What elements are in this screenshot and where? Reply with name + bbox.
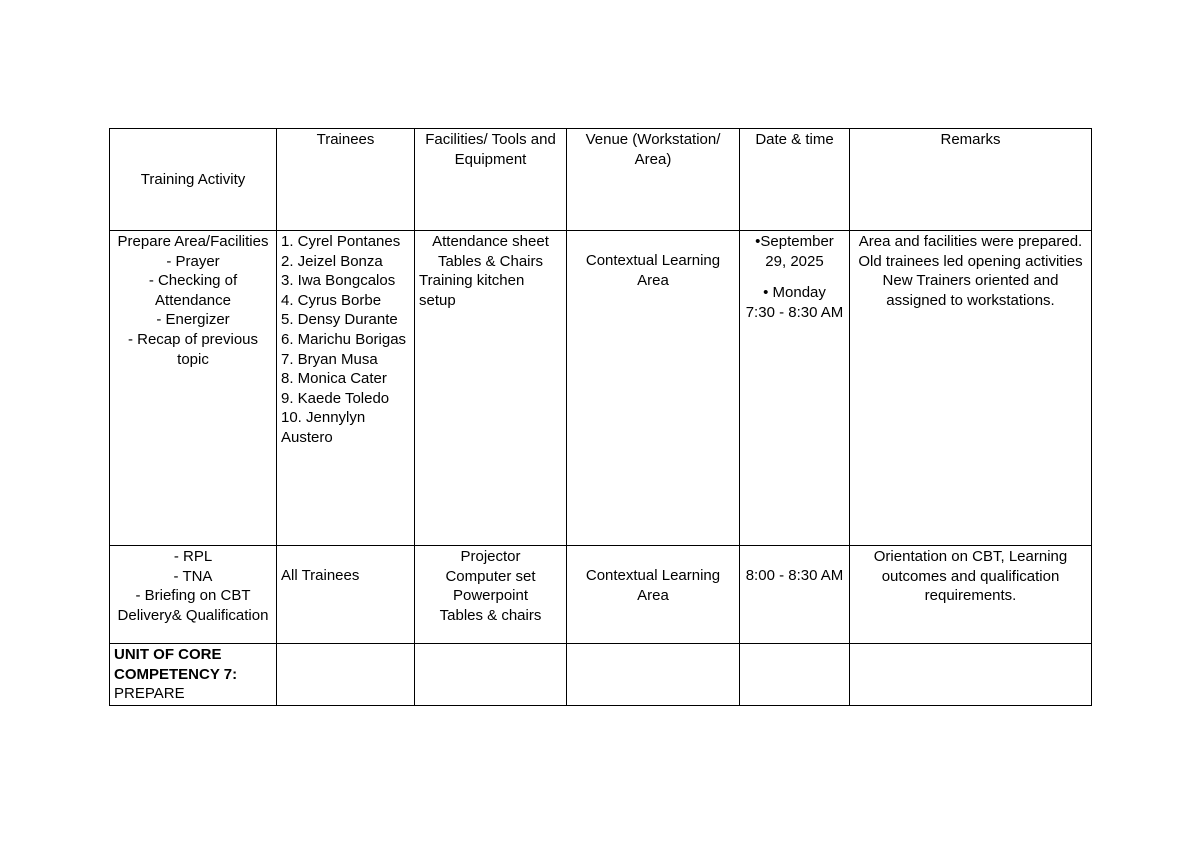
facility-item: Computer set xyxy=(445,567,536,585)
empty-cell xyxy=(850,644,1092,706)
activity-line: - Recap of previous topic xyxy=(127,330,259,368)
venue-cell xyxy=(567,231,740,546)
remarks-cell xyxy=(850,546,1092,644)
date-time-cell xyxy=(740,546,850,644)
activity-line: - Briefing on CBT Delivery& Qualification xyxy=(117,587,269,624)
header-trainees: Trainees xyxy=(277,129,415,231)
empty-cell xyxy=(567,644,740,706)
trainee-item: 4. Cyrus Borbe xyxy=(281,291,382,309)
table-row xyxy=(110,546,1092,644)
day-text: • Monday xyxy=(763,284,826,302)
header-training-activity: Training Activity xyxy=(110,129,277,231)
activity-line: - RPL xyxy=(173,548,213,565)
date-text: •September 29, 2025 xyxy=(755,233,834,270)
facilities-cell xyxy=(415,546,567,644)
trainee-item: 5. Densy Durante xyxy=(281,311,398,329)
table-row xyxy=(110,231,1092,546)
header-row xyxy=(110,129,1092,231)
facility-item: Powerpoint xyxy=(452,587,529,605)
header-date-time: Date & time xyxy=(740,129,850,231)
facility-item: Tables & chairs xyxy=(439,606,542,624)
venue-text: Contextual Learning Area xyxy=(585,252,721,289)
time-text: 7:30 - 8:30 AM xyxy=(745,303,844,321)
empty-cell xyxy=(740,644,850,706)
table-row xyxy=(110,644,1092,706)
remarks-cell xyxy=(850,231,1092,546)
activity-line: - TNA xyxy=(173,567,213,585)
remark-line: Area and facilities were prepared. xyxy=(858,233,1083,250)
unit-label: UNIT OF CORE COMPETENCY 7: xyxy=(114,646,238,683)
facility-item: Attendance sheet xyxy=(432,233,549,250)
venue-text: Contextual Learning Area xyxy=(585,567,721,604)
unit-title: PREPARE xyxy=(114,685,185,703)
trainee-item: 2. Jeizel Bonza xyxy=(281,252,383,270)
remark-text: Orientation on CBT, Learning outcomes and qualification requirements. xyxy=(873,548,1068,605)
facility-item: Tables & Chairs xyxy=(437,252,544,270)
trainee-item: 1. Cyrel Pontanes xyxy=(281,233,401,250)
activity-cell xyxy=(110,231,277,546)
header-facilities: Facilities/ Tools and Equipment xyxy=(415,129,567,231)
trainees-text: All Trainees xyxy=(281,567,360,584)
header-venue: Venue (Workstation/ Area) xyxy=(567,129,740,231)
facility-item: Training kitchen setup xyxy=(419,272,525,309)
date-time-cell xyxy=(740,231,850,546)
trainee-item: 6. Marichu Borigas xyxy=(281,330,407,348)
time-text: 8:00 - 8:30 AM xyxy=(745,567,844,584)
facilities-cell xyxy=(415,231,567,546)
trainee-item: 9. Kaede Toledo xyxy=(281,389,390,407)
unit-cell xyxy=(110,644,277,706)
empty-cell xyxy=(415,644,567,706)
activity-line: Prepare Area/Facilities xyxy=(117,233,269,250)
trainee-item: 8. Monica Cater xyxy=(281,370,387,388)
trainees-cell xyxy=(277,546,415,644)
activity-line: - Checking of Attendance xyxy=(148,272,238,309)
trainee-item: 3. Iwa Bongcalos xyxy=(281,272,396,290)
facility-item: Projector xyxy=(460,548,521,565)
empty-cell xyxy=(277,644,415,706)
activity-line: - Prayer xyxy=(166,252,220,270)
remark-line: Old trainees led opening activities xyxy=(858,252,1083,270)
trainee-item: 10. Jennylyn Austero xyxy=(281,409,366,446)
remark-line: New Trainers oriented and assigned to workstations. xyxy=(882,272,1059,309)
venue-cell xyxy=(567,546,740,644)
activity-line: - Energizer xyxy=(156,311,230,329)
training-plan-table xyxy=(109,128,1092,706)
trainee-item: 7. Bryan Musa xyxy=(281,350,378,368)
header-remarks: Remarks xyxy=(850,129,1092,231)
activity-cell xyxy=(110,546,277,644)
trainees-cell xyxy=(277,231,415,546)
